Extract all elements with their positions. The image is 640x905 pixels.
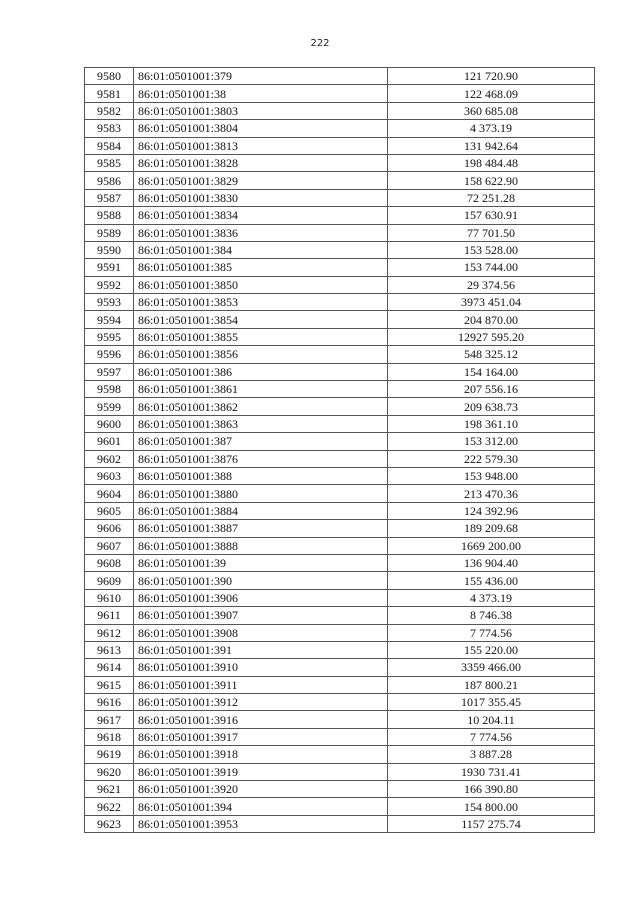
cadastral-value: 1669 200.00 (388, 537, 595, 554)
table-row (85, 311, 595, 328)
table-row (85, 154, 595, 171)
table-row (85, 259, 595, 276)
row-number: 9620 (85, 763, 134, 780)
row-number: 9614 (85, 659, 134, 676)
table-row (85, 172, 595, 189)
cadastral-number: 86:01:0501001:3920 (134, 781, 388, 798)
cadastral-value: 1930 731.41 (388, 763, 595, 780)
cadastral-value: 155 436.00 (388, 572, 595, 589)
cadastral-number: 86:01:0501001:3856 (134, 346, 388, 363)
row-number: 9616 (85, 694, 134, 711)
table-row (85, 450, 595, 467)
table-row (85, 102, 595, 119)
cadastral-number: 86:01:0501001:3912 (134, 694, 388, 711)
table-row (85, 328, 595, 345)
cadastral-value: 29 374.56 (388, 276, 595, 293)
cadastral-number: 86:01:0501001:39 (134, 554, 388, 571)
cadastral-value: 154 800.00 (388, 798, 595, 815)
cadastral-value: 3 887.28 (388, 746, 595, 763)
cadastral-number: 86:01:0501001:3876 (134, 450, 388, 467)
cadastral-number: 86:01:0501001:3888 (134, 537, 388, 554)
page-number: 222 (310, 38, 330, 49)
row-number: 9601 (85, 433, 134, 450)
row-number: 9584 (85, 137, 134, 154)
cadastral-value: 122 468.09 (388, 85, 595, 102)
cadastral-value: 7 774.56 (388, 728, 595, 745)
cadastral-number: 86:01:0501001:3863 (134, 415, 388, 432)
cadastral-value: 12927 595.20 (388, 328, 595, 345)
cadastral-value: 153 948.00 (388, 467, 595, 484)
cadastral-number: 86:01:0501001:390 (134, 572, 388, 589)
table-row (85, 676, 595, 693)
cadastral-value: 155 220.00 (388, 641, 595, 658)
cadastral-value: 548 325.12 (388, 346, 595, 363)
cadastral-number: 86:01:0501001:3907 (134, 607, 388, 624)
table-row (85, 763, 595, 780)
table-row (85, 415, 595, 432)
cadastral-value: 131 942.64 (388, 137, 595, 154)
cadastral-number: 86:01:0501001:384 (134, 241, 388, 258)
table-row (85, 537, 595, 554)
cadastral-number: 86:01:0501001:3855 (134, 328, 388, 345)
cadastral-value: 213 470.36 (388, 485, 595, 502)
cadastral-value-table (84, 67, 595, 833)
table-row (85, 363, 595, 380)
row-number: 9622 (85, 798, 134, 815)
cadastral-number: 86:01:0501001:3910 (134, 659, 388, 676)
cadastral-value: 153 744.00 (388, 259, 595, 276)
cadastral-number: 86:01:0501001:3908 (134, 624, 388, 641)
table-row (85, 502, 595, 519)
row-number: 9599 (85, 398, 134, 415)
cadastral-value: 222 579.30 (388, 450, 595, 467)
table-row (85, 346, 595, 363)
row-number: 9600 (85, 415, 134, 432)
cadastral-number: 86:01:0501001:3918 (134, 746, 388, 763)
row-number: 9623 (85, 815, 134, 832)
row-number: 9586 (85, 172, 134, 189)
cadastral-number: 86:01:0501001:387 (134, 433, 388, 450)
cadastral-number: 86:01:0501001:3906 (134, 589, 388, 606)
table-row (85, 659, 595, 676)
cadastral-number: 86:01:0501001:3803 (134, 102, 388, 119)
cadastral-number: 86:01:0501001:38 (134, 85, 388, 102)
table-row (85, 467, 595, 484)
table-row (85, 746, 595, 763)
row-number: 9619 (85, 746, 134, 763)
row-number: 9603 (85, 467, 134, 484)
cadastral-value: 8 746.38 (388, 607, 595, 624)
row-number: 9591 (85, 259, 134, 276)
cadastral-value: 153 312.00 (388, 433, 595, 450)
cadastral-value: 154 164.00 (388, 363, 595, 380)
cadastral-value: 360 685.08 (388, 102, 595, 119)
row-number: 9621 (85, 781, 134, 798)
row-number: 9596 (85, 346, 134, 363)
row-number: 9604 (85, 485, 134, 502)
cadastral-number: 86:01:0501001:3880 (134, 485, 388, 502)
cadastral-number: 86:01:0501001:379 (134, 68, 388, 85)
cadastral-number: 86:01:0501001:391 (134, 641, 388, 658)
row-number: 9585 (85, 154, 134, 171)
table-row (85, 485, 595, 502)
cadastral-number: 86:01:0501001:3804 (134, 120, 388, 137)
table-row (85, 224, 595, 241)
table-row (85, 294, 595, 311)
cadastral-number: 86:01:0501001:3884 (134, 502, 388, 519)
row-number: 9618 (85, 728, 134, 745)
cadastral-value: 157 630.91 (388, 207, 595, 224)
table-row (85, 815, 595, 832)
table-row (85, 398, 595, 415)
cadastral-number: 86:01:0501001:388 (134, 467, 388, 484)
cadastral-number: 86:01:0501001:3853 (134, 294, 388, 311)
row-number: 9612 (85, 624, 134, 641)
row-number: 9613 (85, 641, 134, 658)
row-number: 9590 (85, 241, 134, 258)
row-number: 9583 (85, 120, 134, 137)
cadastral-value: 158 622.90 (388, 172, 595, 189)
row-number: 9593 (85, 294, 134, 311)
cadastral-number: 86:01:0501001:3829 (134, 172, 388, 189)
cadastral-number: 86:01:0501001:385 (134, 259, 388, 276)
row-number: 9615 (85, 676, 134, 693)
cadastral-value: 4 373.19 (388, 120, 595, 137)
table-row (85, 554, 595, 571)
table-row (85, 68, 595, 85)
cadastral-number: 86:01:0501001:3861 (134, 381, 388, 398)
cadastral-value: 72 251.28 (388, 189, 595, 206)
table-row (85, 120, 595, 137)
row-number: 9605 (85, 502, 134, 519)
table-row (85, 207, 595, 224)
cadastral-value: 166 390.80 (388, 781, 595, 798)
cadastral-value: 204 870.00 (388, 311, 595, 328)
table-body (85, 68, 595, 833)
cadastral-number: 86:01:0501001:386 (134, 363, 388, 380)
row-number: 9592 (85, 276, 134, 293)
cadastral-value: 207 556.16 (388, 381, 595, 398)
table-row (85, 781, 595, 798)
cadastral-value: 3359 466.00 (388, 659, 595, 676)
cadastral-number: 86:01:0501001:3917 (134, 728, 388, 745)
row-number: 9595 (85, 328, 134, 345)
cadastral-number: 86:01:0501001:3953 (134, 815, 388, 832)
table-row (85, 572, 595, 589)
cadastral-value: 136 904.40 (388, 554, 595, 571)
table-row (85, 241, 595, 258)
cadastral-number: 86:01:0501001:394 (134, 798, 388, 815)
row-number: 9610 (85, 589, 134, 606)
cadastral-value: 124 392.96 (388, 502, 595, 519)
row-number: 9589 (85, 224, 134, 241)
table-row (85, 85, 595, 102)
cadastral-number: 86:01:0501001:3828 (134, 154, 388, 171)
cadastral-number: 86:01:0501001:3919 (134, 763, 388, 780)
table-row (85, 137, 595, 154)
cadastral-number: 86:01:0501001:3830 (134, 189, 388, 206)
cadastral-value: 1017 355.45 (388, 694, 595, 711)
cadastral-number: 86:01:0501001:3834 (134, 207, 388, 224)
table-row (85, 641, 595, 658)
table-row (85, 589, 595, 606)
table-row (85, 381, 595, 398)
cadastral-value: 187 800.21 (388, 676, 595, 693)
row-number: 9602 (85, 450, 134, 467)
row-number: 9594 (85, 311, 134, 328)
cadastral-value: 121 720.90 (388, 68, 595, 85)
cadastral-value: 3973 451.04 (388, 294, 595, 311)
cadastral-value: 198 361.10 (388, 415, 595, 432)
table-row (85, 276, 595, 293)
table-row (85, 624, 595, 641)
row-number: 9617 (85, 711, 134, 728)
row-number: 9606 (85, 520, 134, 537)
cadastral-value: 189 209.68 (388, 520, 595, 537)
table-row (85, 711, 595, 728)
cadastral-value: 1157 275.74 (388, 815, 595, 832)
row-number: 9581 (85, 85, 134, 102)
row-number: 9607 (85, 537, 134, 554)
row-number: 9609 (85, 572, 134, 589)
row-number: 9597 (85, 363, 134, 380)
cadastral-value: 10 204.11 (388, 711, 595, 728)
cadastral-number: 86:01:0501001:3911 (134, 676, 388, 693)
cadastral-number: 86:01:0501001:3813 (134, 137, 388, 154)
table-row (85, 728, 595, 745)
row-number: 9598 (85, 381, 134, 398)
row-number: 9588 (85, 207, 134, 224)
row-number: 9587 (85, 189, 134, 206)
cadastral-value: 7 774.56 (388, 624, 595, 641)
table-row (85, 433, 595, 450)
row-number: 9611 (85, 607, 134, 624)
table-row (85, 694, 595, 711)
row-number: 9582 (85, 102, 134, 119)
cadastral-value: 198 484.48 (388, 154, 595, 171)
table-row (85, 520, 595, 537)
row-number: 9580 (85, 68, 134, 85)
cadastral-number: 86:01:0501001:3887 (134, 520, 388, 537)
cadastral-number: 86:01:0501001:3862 (134, 398, 388, 415)
cadastral-value: 153 528.00 (388, 241, 595, 258)
cadastral-value: 4 373.19 (388, 589, 595, 606)
cadastral-value: 209 638.73 (388, 398, 595, 415)
cadastral-number: 86:01:0501001:3916 (134, 711, 388, 728)
table-row (85, 189, 595, 206)
row-number: 9608 (85, 554, 134, 571)
cadastral-number: 86:01:0501001:3854 (134, 311, 388, 328)
cadastral-number: 86:01:0501001:3850 (134, 276, 388, 293)
cadastral-value: 77 701.50 (388, 224, 595, 241)
table-row (85, 607, 595, 624)
cadastral-number: 86:01:0501001:3836 (134, 224, 388, 241)
table-row (85, 798, 595, 815)
